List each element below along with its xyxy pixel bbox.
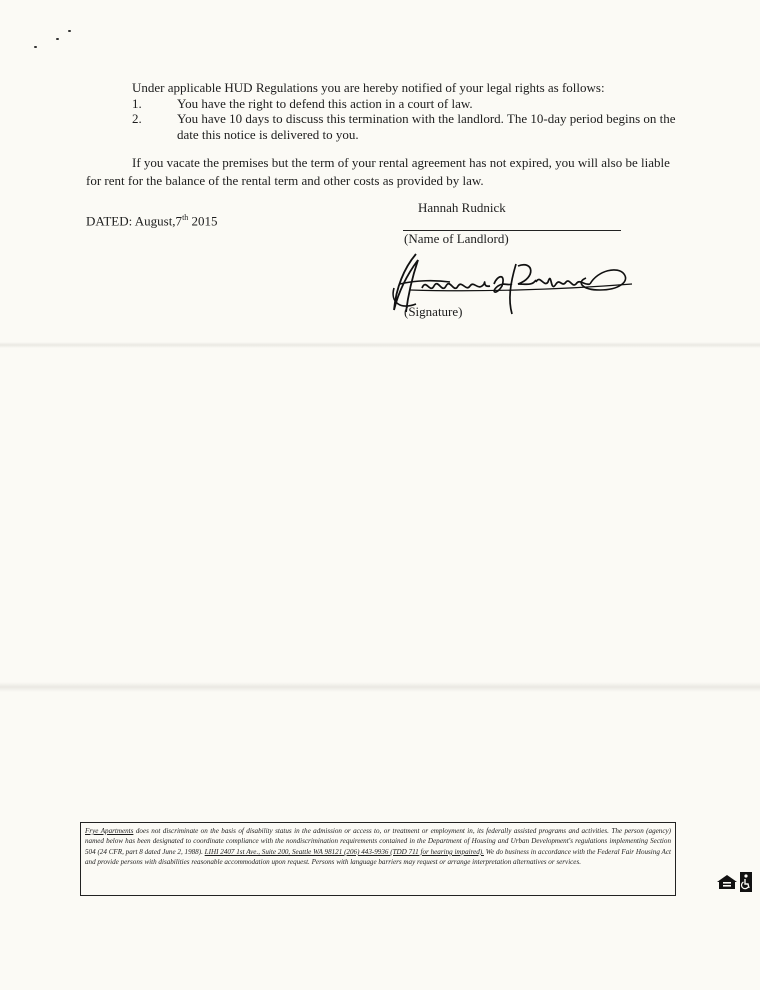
liability-paragraph: If you vacate the premises but the term of your rental agreement has not expired, you will also be liable for rent for the balance of the rental term and other costs as provided by law. [86, 155, 670, 188]
equal-housing-opportunity-icon [716, 874, 738, 890]
dated-prefix: DATED: August,7 [86, 213, 183, 229]
nondiscrimination-notice-box [80, 822, 676, 896]
dated-line [86, 213, 218, 229]
organization-name: Frye Apartments [85, 827, 134, 835]
landlord-name: Hannah Rudnick [418, 200, 506, 215]
item-text: You have the right to defend this action in a court of law. [177, 96, 473, 111]
notice-text: does not discriminate on the basis of disability status in the admission or access to, or treatment or employment in, its federally assisted programs and activities. The person (agency) named below has been designated to coordinate compliance with the nondiscrimination requirements contained in the Department of Housing and Urban Development's regulations implementing Section 504 (24 CFR, part 8 dated June 2, 1988). [85, 827, 671, 856]
item-number: 2. [132, 111, 142, 126]
legal-rights-intro: Under applicable HUD Regulations you are hereby notified of your legal rights as follows: [132, 80, 605, 95]
notice-text: We do business in accordance with the Federal Fair Housing Act and provide persons with disabilities reasonable accommodation upon request. Persons with language barriers may request or arrange interpretation alternatives or services. [85, 847, 671, 867]
dated-suffix: th [182, 213, 189, 222]
item-number: 1. [132, 96, 142, 111]
accessibility-icon [740, 872, 752, 892]
signature-caption: (Signature) [404, 304, 463, 319]
paper-fold-line [0, 682, 760, 692]
paper-speck [68, 30, 71, 32]
paper-speck [34, 46, 37, 48]
dated-year: 2015 [188, 213, 218, 229]
contact-address: LIHI 2407 1st Ave., Suite 200, Seattle WA 98121 (206) 443-9936 (TDD 711 for hearing impaired). [204, 847, 484, 856]
paper-speck [56, 38, 59, 40]
landlord-name-caption: (Name of Landlord) [404, 231, 509, 246]
item-text: You have 10 days to discuss this termination with the landlord. The 10-day period begins on the date this notice is delivered to you. [177, 111, 676, 142]
paper-fold-line [0, 342, 760, 348]
